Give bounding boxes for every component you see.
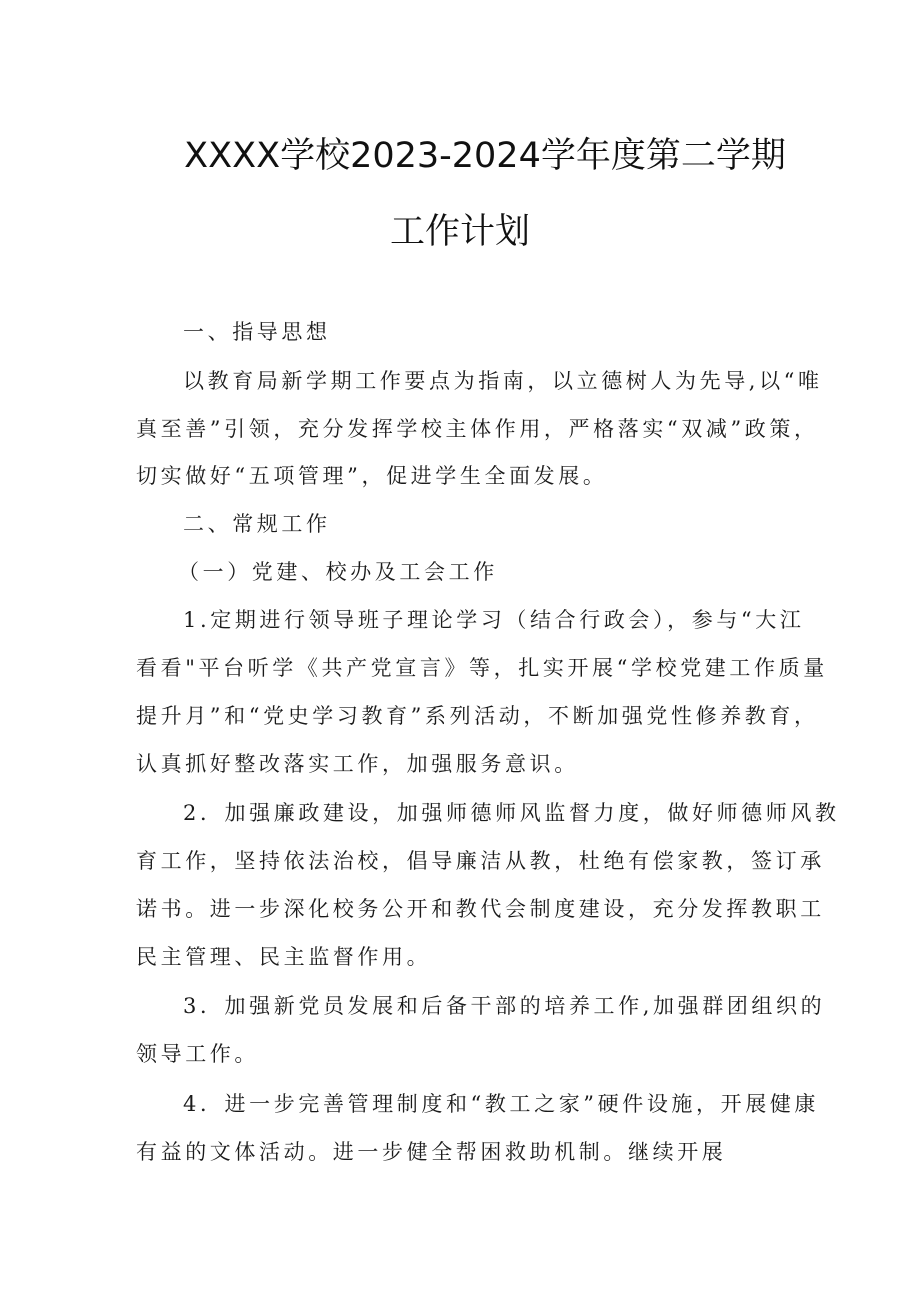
paragraph-line: 提升月”和“党史学习教育”系列活动，不断加强党性修养教育， bbox=[136, 704, 819, 728]
paragraph-line: 以教育局新学期工作要点为指南，以立德树人为先导,以“唯 bbox=[183, 369, 823, 393]
paragraph-line: 领导工作。 bbox=[136, 1042, 259, 1066]
section-heading-routine-work: 二、常规工作 bbox=[183, 512, 331, 536]
paragraph-line: 切实做好“五项管理”，促进学生全面发展。 bbox=[136, 464, 608, 488]
paragraph-line: 认真抓好整改落实工作，加强服务意识。 bbox=[136, 752, 579, 776]
paragraph-line: 1.定期进行领导班子理论学习（结合行政会），参与“大江 bbox=[183, 608, 805, 632]
paragraph-line: 诺书。进一步深化校务公开和教代会制度建设，充分发挥教职工 bbox=[136, 897, 825, 921]
paragraph-line: 看看"平台听学《共产党宣言》等，扎实开展“学校党建工作质量 bbox=[136, 656, 828, 680]
paragraph-line: 民主管理、民主监督作用。 bbox=[136, 945, 432, 969]
document-title-line-2: 工作计划 bbox=[389, 212, 530, 252]
document-title-line-1: XXXX学校2023-2024学年度第二学期 bbox=[184, 136, 786, 176]
section-heading-guiding-ideology: 一、指导思想 bbox=[183, 320, 331, 344]
paragraph-line: 真至善”引领，充分发挥学校主体作用，严格落实“双减”政策， bbox=[136, 417, 819, 441]
paragraph-line: 3．加强新党员发展和后备干部的培养工作,加强群团组织的 bbox=[183, 994, 826, 1018]
subsection-heading-party-building: （一）党建、校办及工会工作 bbox=[178, 560, 498, 584]
paragraph-line: 育工作，坚持依法治校，倡导廉洁从教，杜绝有偿家教，签订承 bbox=[136, 849, 825, 873]
paragraph-line: 4．进一步完善管理制度和“教工之家”硬件设施，开展健康 bbox=[183, 1092, 820, 1116]
paragraph-line: 2．加强廉政建设，加强师德师风监督力度，做好师德师风教 bbox=[183, 801, 840, 825]
paragraph-line: 有益的文体活动。进一步健全帮困救助机制。继续开展 bbox=[136, 1140, 727, 1164]
